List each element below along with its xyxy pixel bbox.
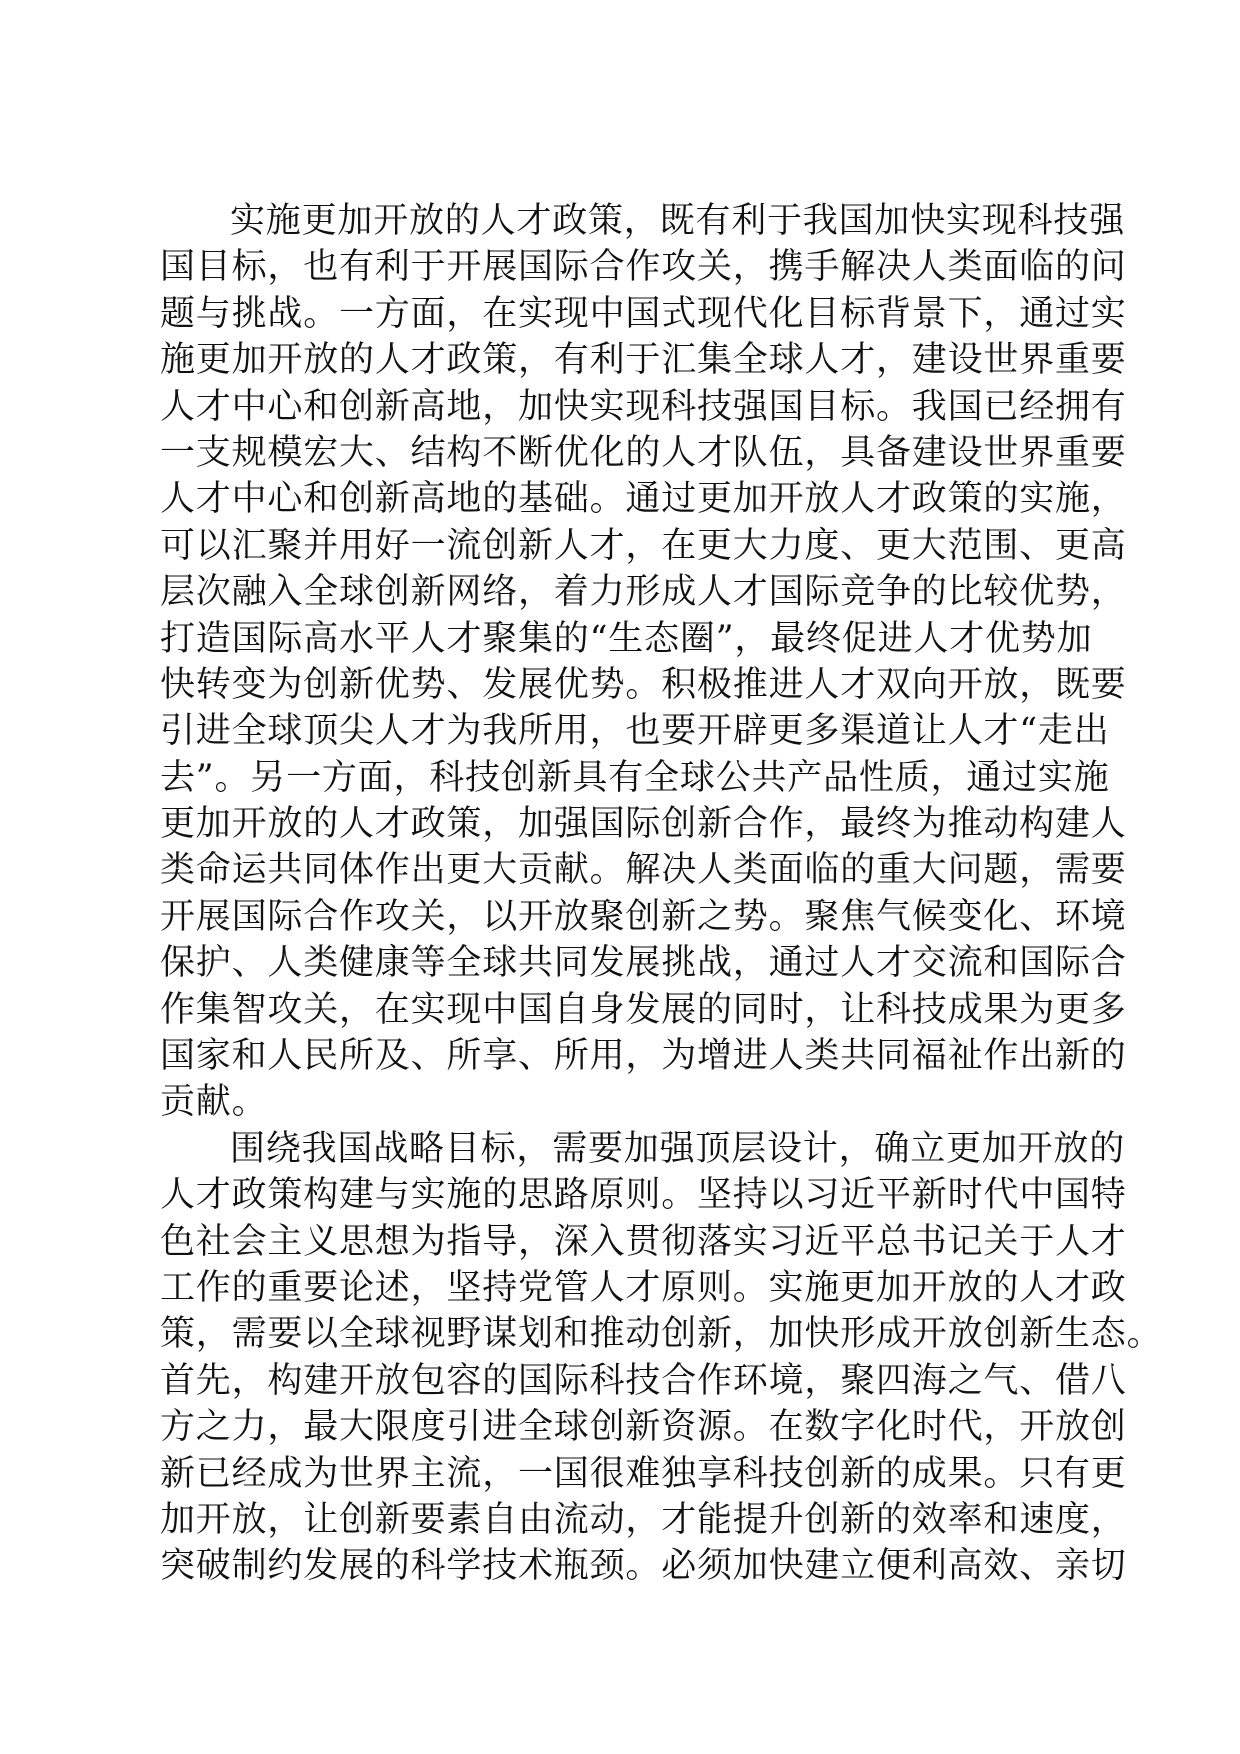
paragraph-1-line-18: 作集智攻关，在实现中国自身发展的同时，让科技成果为更多 [160, 989, 1127, 1030]
paragraph-2-line-6: 首先，构建开放包容的国际科技合作环境，聚四海之气、借八 [160, 1360, 1127, 1401]
paragraph-1-line-6: 一支规模宏大、结构不断优化的人才队伍，具备建设世界重要 [160, 432, 1127, 473]
paragraph-1-line-20: 贡献。 [160, 1082, 268, 1123]
paragraph-2-line-2: 人才政策构建与实施的思路原则。坚持以习近平新时代中国特 [160, 1175, 1127, 1216]
paragraph-1-line-10: 打造国际高水平人才聚集的“生态圈”，最终促进人才优势加 [160, 618, 1093, 659]
paragraph-2-line-8: 新已经成为世界主流，一国很难独享科技创新的成果。只有更 [160, 1453, 1127, 1494]
paragraph-1-line-15: 类命运共同体作出更大贡献。解决人类面临的重大问题，需要 [160, 850, 1127, 891]
paragraph-1-line-1: 实施更加开放的人才政策，既有利于我国加快实现科技强 [230, 201, 1126, 241]
paragraph-1-line-16: 开展国际合作攻关，以开放聚创新之势。聚焦气候变化、环境 [160, 896, 1127, 937]
paragraph-1-line-14: 更加开放的人才政策，加强国际创新合作，最终为推动构建人 [160, 804, 1127, 845]
paragraph-1-line-9: 层次融入全球创新网络，着力形成人才国际竞争的比较优势， [160, 572, 1127, 613]
paragraph-1 [160, 198, 1127, 1126]
paragraph-2-line-1: 围绕我国战略目标，需要加强顶层设计，确立更加开放的 [230, 1128, 1126, 1169]
paragraph-2-line-7: 方之力，最大限度引进全球创新资源。在数字化时代，开放创 [160, 1407, 1127, 1448]
paragraph-1-line-2: 国目标，也有利于开展国际合作攻关，携手解决人类面临的问 [160, 247, 1127, 288]
paragraph-1-line-17: 保护、人类健康等全球共同发展挑战，通过人才交流和国际合 [160, 943, 1127, 984]
paragraph-1-line-12: 引进全球顶尖人才为我所用，也要开辟更多渠道让人才“走出 [160, 711, 1110, 752]
paragraph-1-line-19: 国家和人民所及、所享、所用，为增进人类共同福祉作出新的 [160, 1036, 1127, 1077]
paragraph-1-line-11: 快转变为创新优势、发展优势。积极推进人才双向开放，既要 [160, 664, 1127, 705]
paragraph-2-line-4: 工作的重要论述，坚持党管人才原则。实施更加开放的人才政 [160, 1267, 1127, 1308]
body-text [160, 198, 1163, 1590]
paragraph-1-line-5: 人才中心和创新高地，加快实现科技强国目标。我国已经拥有 [160, 386, 1127, 427]
paragraph-1-line-13: 去”。另一方面，科技创新具有全球公共产品性质，通过实施 [160, 757, 1110, 798]
paragraph-1-line-8: 可以汇聚并用好一流创新人才，在更大力度、更大范围、更高 [160, 525, 1127, 566]
paragraph-2-line-3: 色社会主义思想为指导，深入贯彻落实习近平总书记关于人才 [160, 1221, 1127, 1262]
paragraph-2-line-9: 加开放，让创新要素自由流动，才能提升创新的效率和速度， [160, 1499, 1127, 1540]
paragraph-2-line-10: 突破制约发展的科学技术瓶颈。必须加快建立便利高效、亲切 [160, 1546, 1127, 1587]
paragraph-1-line-3: 题与挑战。一方面，在实现中国式现代化目标背景下，通过实 [160, 293, 1127, 334]
paragraph-1-line-7: 人才中心和创新高地的基础。通过更加开放人才政策的实施， [160, 479, 1127, 520]
paragraph-2 [160, 1126, 1163, 1590]
paragraph-1-line-4: 施更加开放的人才政策，有利于汇集全球人才，建设世界重要 [160, 340, 1127, 381]
paragraph-2-line-5: 策，需要以全球视野谋划和推动创新，加快形成开放创新生态。 [160, 1314, 1163, 1355]
